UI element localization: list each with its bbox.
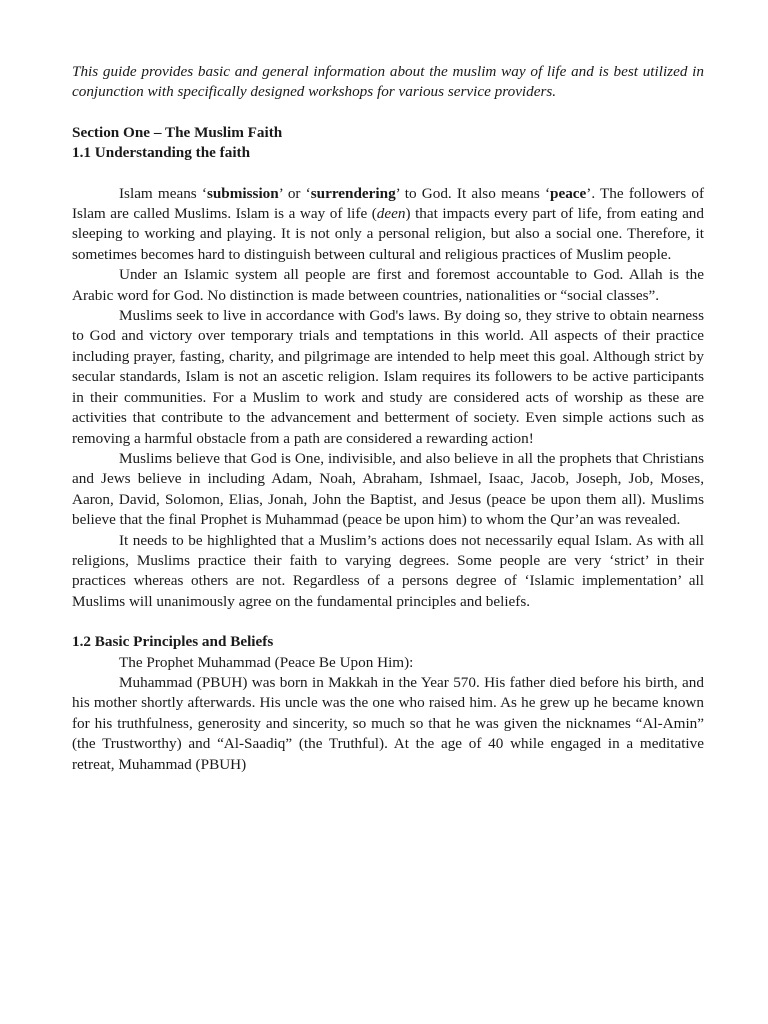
paragraph-gods-laws: Muslims seek to live in accordance with God's laws. By doing so, they strive to obtain nearness to God and victory over temporary trials and temptations in this world. All aspects of their practice including prayer, fasting, charity, and pilgrimage are intended to help meet this goal. Although strict by secular standards, Islam is not an ascetic religion. Islam requires its followers to be active participants in their communities. For a Muslim to work and study are considered acts of worship as these are activities that contribute to the advancement and betterment of society. Even simple actions such as removing a harmful obstacle from a path are considered a rewarding action! [72, 307, 704, 447]
paragraph-varying-degrees: It needs to be highlighted that a Muslim’s actions does not necessarily equal Islam. As with all religions, Muslims practice their faith to varying degrees. Some people are very ‘strict’ in their practices whereas others are not. Regardless of a persons degree of ‘Islamic implementation’ all Muslims will unanimously agree on the fundamental principles and beliefs. [72, 531, 704, 610]
text-run: ) that impacts every part of life, from eating and sleeping to working and playing. It is not only a personal religion, but also a social one. Therefore, it sometimes becomes hard to distinguish between cultural and religious practices of Muslim people. [72, 205, 704, 263]
intro-paragraph: This guide provides basic and general information about the muslim way of life and is best utilized in conjunction with specifically designed workshops for various service providers. [72, 63, 704, 101]
subsection-1-1-title: 1.1 Understanding the faith [72, 144, 251, 162]
prophet-subtitle: The Prophet Muhammad (Peace Be Upon Him): [119, 653, 414, 671]
text-run: ’. The followers of Islam are called Muslims. Islam is a way of life ( [72, 184, 705, 223]
bold-term-submission: submission [206, 184, 279, 202]
italic-term-deen: deen [376, 205, 406, 223]
paragraph-muhammad-biography: Muhammad (PBUH) was born in Makkah in the Year 570. His father died before his birth, and his mother shortly afterwards. His uncle was the one who raised him. As he grew up he became known for his truthfulness, generosity and sincerity, so much so that he was given the nicknames “Al-Amin” (the Trustworthy) and “Al-Saadiq” (the Truthful). At the age of 40 while engaged in a meditative retreat, Muhammad (PBUH) [72, 673, 704, 773]
bold-term-peace: peace [550, 184, 587, 202]
spacer [72, 164, 704, 184]
text-run: ’ to God. It also means ‘ [395, 184, 551, 202]
paragraph-islam-meaning [72, 184, 704, 266]
subsection-1-2-title: 1.2 Basic Principles and Beliefs [72, 633, 274, 651]
bold-term-surrendering: surrendering [310, 184, 396, 202]
text-run: Islam means ‘ [119, 184, 207, 202]
document-page [72, 62, 704, 775]
paragraph-islamic-system: Under an Islamic system all people are first and foremost accountable to God. Allah is the Arabic word for God. No distinction is made between countries, nationalities or “social classes”. [72, 266, 704, 304]
spacer [72, 612, 704, 632]
paragraph-prophets: Muslims believe that God is One, indivisible, and also believe in all the prophets that Christians and Jews believe in including Adam, Noah, Abraham, Ishmael, Isaac, Jacob, Joseph, Job, Moses, Aaron, David, Solomon, Elias, Jonah, John the Baptist, and Jesus (peace be upon them all). Muslims believe that the final Prophet is Muhammad (peace be upon him) to whom the Qur’an was revealed. [72, 449, 704, 529]
section-one-title: Section One – The Muslim Faith [72, 123, 283, 141]
text-run: ’ or ‘ [278, 184, 311, 202]
